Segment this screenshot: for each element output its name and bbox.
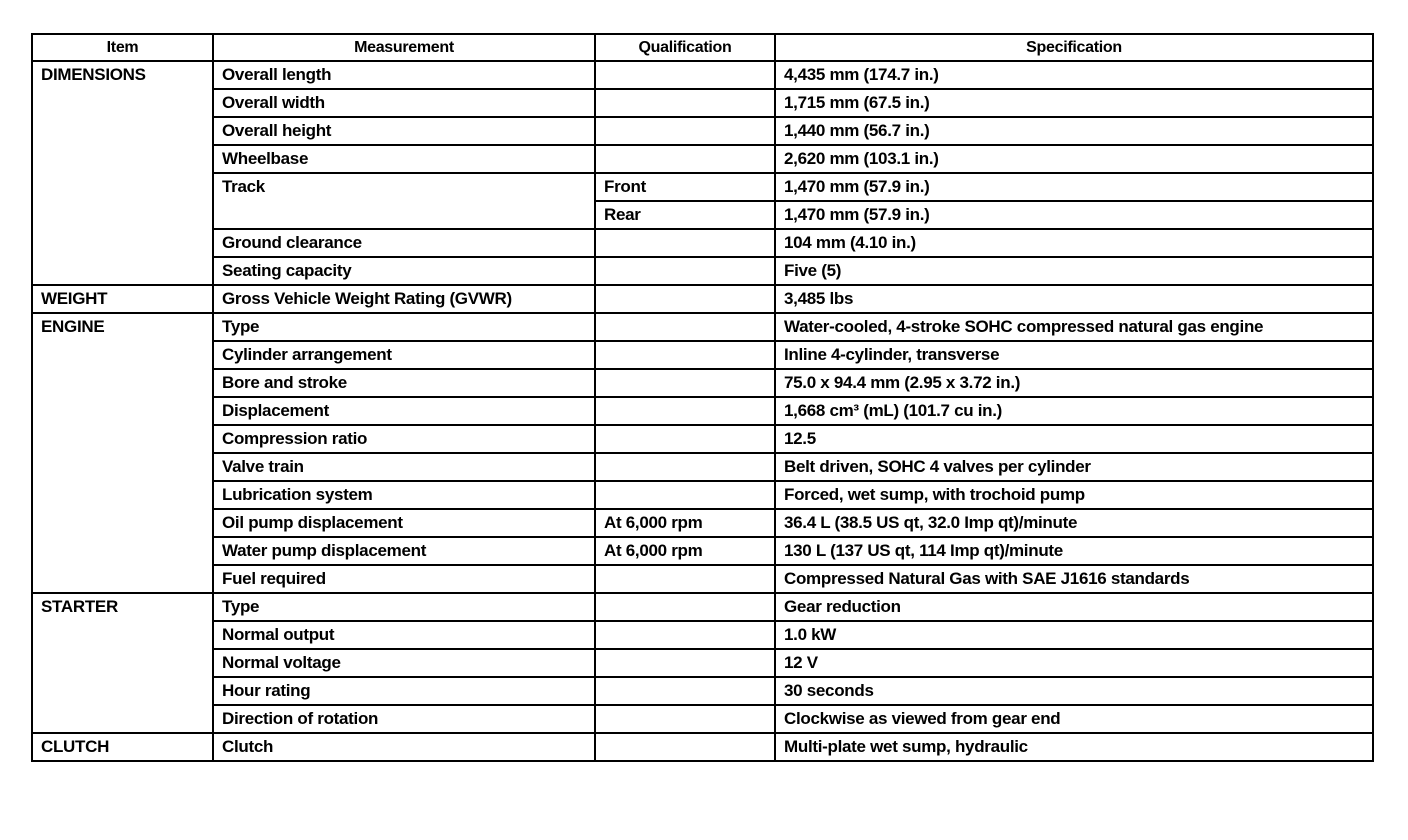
- specification-cell: 2,620 mm (103.1 in.): [775, 145, 1373, 173]
- qualification-cell: [595, 145, 775, 173]
- specification-cell: 1,715 mm (67.5 in.): [775, 89, 1373, 117]
- table-row: [32, 537, 1373, 565]
- measurement-cell: Overall height: [213, 117, 595, 145]
- item-cell: WEIGHT: [32, 285, 213, 313]
- specification-cell: 1,668 cm³ (mL) (101.7 cu in.): [775, 397, 1373, 425]
- table-row: [32, 509, 1373, 537]
- qualification-cell: [595, 229, 775, 257]
- table-row: [32, 481, 1373, 509]
- measurement-cell: Normal voltage: [213, 649, 595, 677]
- table-row: [32, 61, 1373, 89]
- header-specification: Specification: [775, 34, 1373, 61]
- qualification-cell: Front: [595, 173, 775, 201]
- qualification-cell: [595, 425, 775, 453]
- measurement-cell: Displacement: [213, 397, 595, 425]
- table-row: [32, 593, 1373, 621]
- table-row: [32, 425, 1373, 453]
- header-qualification: Qualification: [595, 34, 775, 61]
- table-row: [32, 369, 1373, 397]
- table-row: [32, 649, 1373, 677]
- qualification-cell: [595, 341, 775, 369]
- table-row: [32, 341, 1373, 369]
- specification-cell: Inline 4-cylinder, transverse: [775, 341, 1373, 369]
- qualification-cell: [595, 677, 775, 705]
- specification-cell: 36.4 L (38.5 US qt, 32.0 Imp qt)/minute: [775, 509, 1373, 537]
- measurement-cell: Normal output: [213, 621, 595, 649]
- specification-table: [31, 33, 1374, 762]
- qualification-cell: [595, 705, 775, 733]
- qualification-cell: [595, 117, 775, 145]
- measurement-cell: Bore and stroke: [213, 369, 595, 397]
- measurement-cell: Valve train: [213, 453, 595, 481]
- measurement-cell: Overall length: [213, 61, 595, 89]
- header-measurement: Measurement: [213, 34, 595, 61]
- specification-cell: Compressed Natural Gas with SAE J1616 standards: [775, 565, 1373, 593]
- qualification-cell: [595, 313, 775, 341]
- table-row: [32, 285, 1373, 313]
- measurement-cell: Oil pump displacement: [213, 509, 595, 537]
- measurement-cell: Clutch: [213, 733, 595, 761]
- qualification-cell: [595, 565, 775, 593]
- qualification-cell: [595, 61, 775, 89]
- table-row: [32, 565, 1373, 593]
- header-item: Item: [32, 34, 213, 61]
- qualification-cell: [595, 649, 775, 677]
- specification-cell: 4,435 mm (174.7 in.): [775, 61, 1373, 89]
- specification-cell: Multi-plate wet sump, hydraulic: [775, 733, 1373, 761]
- item-cell: STARTER: [32, 593, 213, 733]
- qualification-cell: [595, 481, 775, 509]
- specification-cell: Gear reduction: [775, 593, 1373, 621]
- item-cell: CLUTCH: [32, 733, 213, 761]
- qualification-cell: At 6,000 rpm: [595, 509, 775, 537]
- table-row: [32, 397, 1373, 425]
- measurement-cell: Type: [213, 593, 595, 621]
- specification-cell: Forced, wet sump, with trochoid pump: [775, 481, 1373, 509]
- specification-cell: 1,470 mm (57.9 in.): [775, 173, 1373, 201]
- measurement-cell: Direction of rotation: [213, 705, 595, 733]
- qualification-cell: At 6,000 rpm: [595, 537, 775, 565]
- table-row: [32, 453, 1373, 481]
- measurement-cell: Gross Vehicle Weight Rating (GVWR): [213, 285, 595, 313]
- item-cell: ENGINE: [32, 313, 213, 593]
- qualification-cell: Rear: [595, 201, 775, 229]
- qualification-cell: [595, 733, 775, 761]
- specification-cell: Water-cooled, 4-stroke SOHC compressed natural gas engine: [775, 313, 1373, 341]
- table-row: [32, 677, 1373, 705]
- specification-cell: 3,485 lbs: [775, 285, 1373, 313]
- measurement-cell: Water pump displacement: [213, 537, 595, 565]
- qualification-cell: [595, 257, 775, 285]
- table-row: [32, 89, 1373, 117]
- measurement-cell: Type: [213, 313, 595, 341]
- qualification-cell: [595, 89, 775, 117]
- table-row: [32, 705, 1373, 733]
- measurement-cell: Hour rating: [213, 677, 595, 705]
- qualification-cell: [595, 453, 775, 481]
- table-row: [32, 257, 1373, 285]
- table-row: [32, 733, 1373, 761]
- item-cell: DIMENSIONS: [32, 61, 213, 285]
- measurement-cell: Compression ratio: [213, 425, 595, 453]
- specification-cell: Five (5): [775, 257, 1373, 285]
- measurement-cell: Track: [213, 173, 595, 229]
- measurement-cell: Cylinder arrangement: [213, 341, 595, 369]
- specification-cell: 75.0 x 94.4 mm (2.95 x 3.72 in.): [775, 369, 1373, 397]
- table-row: [32, 117, 1373, 145]
- specification-cell: 1.0 kW: [775, 621, 1373, 649]
- measurement-cell: Seating capacity: [213, 257, 595, 285]
- specification-cell: Clockwise as viewed from gear end: [775, 705, 1373, 733]
- table-row: [32, 621, 1373, 649]
- qualification-cell: [595, 621, 775, 649]
- table-header-row: [32, 34, 1373, 61]
- specification-cell: 130 L (137 US qt, 114 Imp qt)/minute: [775, 537, 1373, 565]
- specification-cell: 12 V: [775, 649, 1373, 677]
- qualification-cell: [595, 369, 775, 397]
- qualification-cell: [595, 285, 775, 313]
- measurement-cell: Wheelbase: [213, 145, 595, 173]
- specification-cell: 1,470 mm (57.9 in.): [775, 201, 1373, 229]
- qualification-cell: [595, 593, 775, 621]
- specification-cell: 30 seconds: [775, 677, 1373, 705]
- table-row: [32, 145, 1373, 173]
- specification-cell: Belt driven, SOHC 4 valves per cylinder: [775, 453, 1373, 481]
- specification-cell: 104 mm (4.10 in.): [775, 229, 1373, 257]
- specification-cell: 12.5: [775, 425, 1373, 453]
- measurement-cell: Ground clearance: [213, 229, 595, 257]
- table-row: [32, 313, 1373, 341]
- qualification-cell: [595, 397, 775, 425]
- table-row: [32, 173, 1373, 201]
- measurement-cell: Overall width: [213, 89, 595, 117]
- measurement-cell: Fuel required: [213, 565, 595, 593]
- table-row: [32, 229, 1373, 257]
- measurement-cell: Lubrication system: [213, 481, 595, 509]
- specification-cell: 1,440 mm (56.7 in.): [775, 117, 1373, 145]
